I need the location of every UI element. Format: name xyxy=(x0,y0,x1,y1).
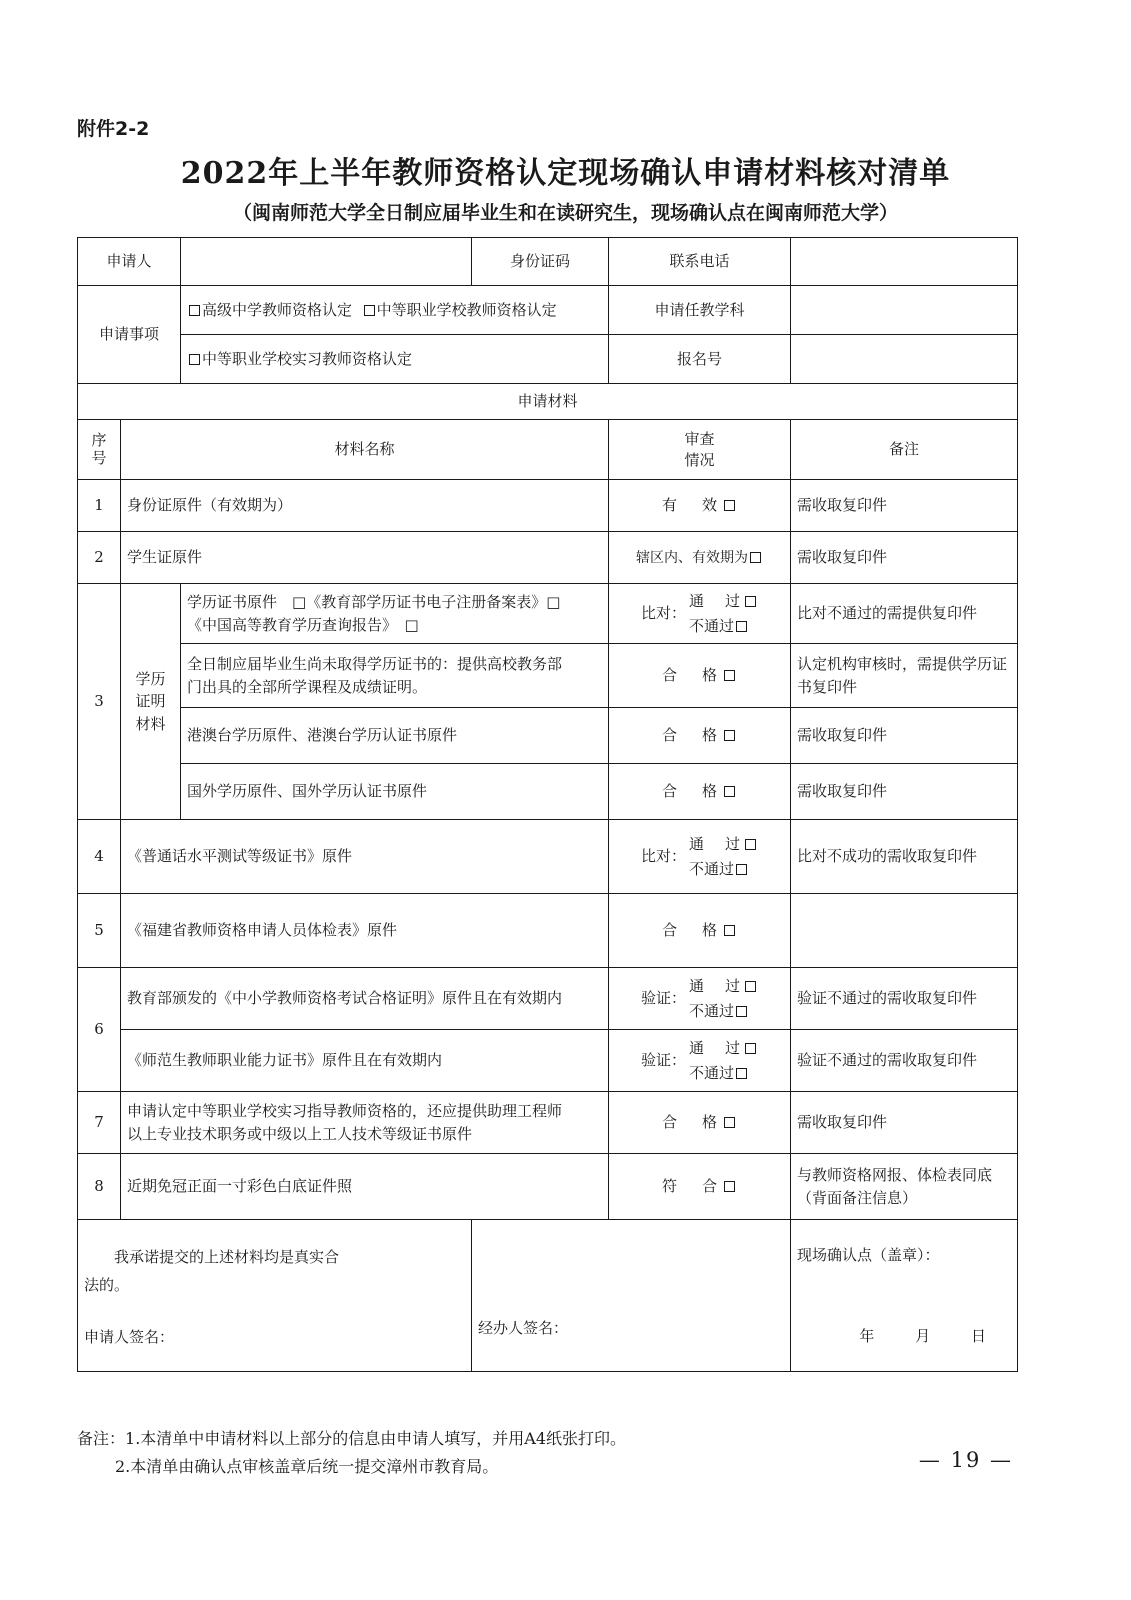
material-line-1: 申请认定中等职业学校实习指导教师资格的，还应提供助理工程师 xyxy=(127,1102,563,1120)
table-row xyxy=(78,532,1018,584)
apply-option-group-2 xyxy=(181,335,609,384)
checkbox-pass[interactable] xyxy=(745,596,756,607)
materials-banner: 申请材料 xyxy=(78,384,1018,420)
row-apply-items-1 xyxy=(78,286,1018,335)
row-seq: 4 xyxy=(78,820,121,894)
review-option-label: 有 效 xyxy=(662,496,723,515)
row-signatures xyxy=(78,1220,1018,1372)
row-material-name: 《师范生教师职业能力证书》原件且在有效期内 xyxy=(121,1030,609,1092)
row-review-status xyxy=(609,532,791,584)
row-remark: 验证不通过的需收取复印件 xyxy=(791,968,1018,1030)
row-materials-banner xyxy=(78,384,1018,420)
review-option-qualified: 合 格 xyxy=(662,782,723,801)
table-row xyxy=(78,894,1018,968)
table-row xyxy=(78,584,1018,644)
checkbox-pass[interactable] xyxy=(745,1043,756,1054)
label-id-card: 身份证码 xyxy=(472,238,609,286)
remark-line-2: 书复印件 xyxy=(797,677,858,696)
row-material-name: 港澳台学历原件、港澳台学历认证书原件 xyxy=(181,708,609,764)
attachment-label: 附件2-2 xyxy=(77,118,150,140)
review-option-conform: 符 合 xyxy=(662,1177,723,1196)
note-line-2 xyxy=(77,1453,626,1481)
review-option-pass: 通 过 xyxy=(689,592,744,610)
review-lead: 验证： xyxy=(641,989,687,1008)
row-material-name xyxy=(181,644,609,708)
row-material-name: 教育部颁发的《中小学教师资格考试合格证明》原件且在有效期内 xyxy=(121,968,609,1030)
remark-line-1: 认定机构审核时，需提供学历证 xyxy=(797,655,1008,673)
row-review-status xyxy=(609,708,791,764)
row-seq: 2 xyxy=(78,532,121,584)
row-group-label xyxy=(121,584,181,820)
applicant-declaration-cell xyxy=(78,1220,472,1372)
applicant-signature-label[interactable]: 申请人签名： xyxy=(84,1327,175,1346)
checkbox-qualified[interactable] xyxy=(724,730,735,741)
checkbox-review-in-district[interactable] xyxy=(750,552,761,563)
review-option-qualified: 合 格 xyxy=(662,921,723,940)
review-option-fail: 不通过 xyxy=(689,859,735,878)
review-option-qualified: 合 格 xyxy=(662,726,723,745)
apply-option-group-1 xyxy=(181,286,609,335)
row-material-name: 《普通话水平测试等级证书》原件 xyxy=(121,820,609,894)
material-line-2: 《中国高等教育学历查询报告》 □ xyxy=(187,615,419,634)
page-subtitle: （闽南师范大学全日制应届毕业生和在读研究生，现场确认点在闽南师范大学） xyxy=(232,202,898,224)
row-remark xyxy=(791,894,1018,968)
checkbox-qualified[interactable] xyxy=(724,1117,735,1128)
table-row xyxy=(78,708,1018,764)
label-phone: 联系电话 xyxy=(609,238,791,286)
material-line-2: 门出具的全部所学课程及成绩证明。 xyxy=(187,677,428,696)
notes-prefix: 备注： xyxy=(77,1429,126,1448)
page-number: — 19 — xyxy=(918,1448,1013,1472)
row-review-status xyxy=(609,1030,791,1092)
remark-line-1: 与教师资格网报、体检表同底 xyxy=(797,1166,993,1184)
row-material-name: 身份证原件（有效期为） xyxy=(121,480,609,532)
row-remark: 需收取复印件 xyxy=(791,1092,1018,1154)
handler-signature-cell xyxy=(472,1220,791,1372)
checkbox-pass[interactable] xyxy=(745,839,756,850)
label-teaching-subject: 申请任教学科 xyxy=(609,286,791,335)
row-remark xyxy=(791,1154,1018,1220)
remark-line-2: （背面备注信息） xyxy=(797,1188,918,1207)
group-label-text: 学历证明材料 xyxy=(135,669,166,733)
review-option-qualified: 合 格 xyxy=(662,666,723,685)
row-review-status xyxy=(609,1154,791,1220)
review-lead: 验证： xyxy=(641,1051,687,1070)
review-option-pass: 通 过 xyxy=(689,1039,744,1057)
row-review-status xyxy=(609,480,791,532)
declaration-line-2: 法的。 xyxy=(84,1276,130,1295)
option-label-vocational-teacher: 中等职业学校教师资格认定 xyxy=(376,300,557,319)
stamp-label: 现场确认点（盖章）： xyxy=(797,1246,940,1264)
handler-signature-label[interactable]: 经办人签名： xyxy=(478,1319,569,1338)
review-option-fail: 不通过 xyxy=(689,1001,735,1020)
checkbox-senior-high-teacher[interactable] xyxy=(189,305,200,316)
review-option-fail: 不通过 xyxy=(689,616,735,635)
date-month-label: 月 xyxy=(915,1326,932,1345)
row-column-headers xyxy=(78,420,1018,480)
row-review-status xyxy=(609,968,791,1030)
confirmation-stamp-cell xyxy=(791,1220,1018,1372)
row-remark: 需收取复印件 xyxy=(791,532,1018,584)
label-registration-number: 报名号 xyxy=(609,335,791,384)
row-remark: 比对不成功的需收取复印件 xyxy=(791,820,1018,894)
review-lead: 比对： xyxy=(641,847,687,866)
review-option-fail: 不通过 xyxy=(689,1063,735,1082)
row-material-name: 近期免冠正面一寸彩色白底证件照 xyxy=(121,1154,609,1220)
row-material-name: 学生证原件 xyxy=(121,532,609,584)
material-line-1: 全日制应届毕业生尚未取得学历证书的：提供高校教务部 xyxy=(187,655,563,673)
review-lead: 比对： xyxy=(641,604,687,623)
checkbox-fail[interactable] xyxy=(736,1006,747,1017)
note-1-text: 1.本清单中申请材料以上部分的信息由申请人填写，并用A4纸张打印。 xyxy=(125,1429,627,1448)
checkbox-qualified[interactable] xyxy=(724,925,735,936)
declaration-line-1: 我承诺提交的上述材料均是真实合 xyxy=(114,1247,340,1266)
checkbox-vocational-teacher[interactable] xyxy=(364,305,375,316)
row-seq: 7 xyxy=(78,1092,121,1154)
field-teaching-subject[interactable] xyxy=(791,286,1018,335)
main-form xyxy=(77,237,1018,1372)
row-seq: 6 xyxy=(78,968,121,1092)
checkbox-pass[interactable] xyxy=(745,981,756,992)
material-line-2: 以上专业技术职务或中级以上工人技术等级证书原件 xyxy=(127,1124,473,1143)
row-remark: 需收取复印件 xyxy=(791,480,1018,532)
table-row xyxy=(78,968,1018,1030)
date-line[interactable] xyxy=(797,1325,1011,1348)
row-material-name xyxy=(121,1092,609,1154)
col-header-seq: 序 号 xyxy=(78,420,121,480)
field-applicant[interactable] xyxy=(181,238,472,286)
checkbox-fail[interactable] xyxy=(736,864,747,875)
row-material-name: 国外学历原件、国外学历认证书原件 xyxy=(181,764,609,820)
table-row xyxy=(78,1092,1018,1154)
checkbox-vocational-internship-teacher[interactable] xyxy=(189,354,200,365)
row-seq: 5 xyxy=(78,894,121,968)
footer-notes xyxy=(77,1425,626,1481)
label-applicant: 申请人 xyxy=(78,238,181,286)
col-header-review: 审查 情况 xyxy=(609,420,791,480)
date-day-label: 日 xyxy=(971,1326,988,1345)
row-review-status xyxy=(609,764,791,820)
row-remark xyxy=(791,644,1018,708)
row-review-status xyxy=(609,1092,791,1154)
page-title: 2022年上半年教师资格认定现场确认申请材料核对清单 xyxy=(180,156,951,191)
row-review-status xyxy=(609,644,791,708)
row-seq: 8 xyxy=(78,1154,121,1220)
row-basic-info xyxy=(78,238,1018,286)
checkbox-fail[interactable] xyxy=(736,621,747,632)
review-option-pass: 通 过 xyxy=(689,835,744,853)
label-apply-items: 申请事项 xyxy=(78,286,181,384)
row-apply-items-2 xyxy=(78,335,1018,384)
row-remark: 需收取复印件 xyxy=(791,764,1018,820)
row-seq: 1 xyxy=(78,480,121,532)
review-option-qualified: 合 格 xyxy=(662,1113,723,1132)
row-seq: 3 xyxy=(78,584,121,820)
table-row xyxy=(78,1154,1018,1220)
table-row xyxy=(78,1030,1018,1092)
row-review-status xyxy=(609,894,791,968)
table-row xyxy=(78,764,1018,820)
checkbox-fail[interactable] xyxy=(736,1068,747,1079)
review-option-label: 辖区内、有效期为 xyxy=(636,550,749,566)
material-line-1: 学历证书原件 □《教育部学历证书电子注册备案表》□ xyxy=(187,593,561,611)
row-material-name xyxy=(181,584,609,644)
checkbox-review-valid[interactable] xyxy=(724,500,735,511)
row-remark: 需收取复印件 xyxy=(791,708,1018,764)
row-material-name: 《福建省教师资格申请人员体检表》原件 xyxy=(121,894,609,968)
option-label-vocational-internship-teacher: 中等职业学校实习教师资格认定 xyxy=(202,349,413,368)
review-option-pass: 通 过 xyxy=(689,977,744,995)
checkbox-qualified[interactable] xyxy=(724,670,735,681)
option-label-senior-high-teacher: 高级中学教师资格认定 xyxy=(202,300,353,319)
table-row xyxy=(78,480,1018,532)
row-remark: 验证不通过的需收取复印件 xyxy=(791,1030,1018,1092)
checkbox-qualified[interactable] xyxy=(724,786,735,797)
row-review-status xyxy=(609,584,791,644)
row-remark: 比对不通过的需提供复印件 xyxy=(791,584,1018,644)
row-review-status xyxy=(609,820,791,894)
col-header-material-name: 材料名称 xyxy=(121,420,609,480)
date-year-label: 年 xyxy=(859,1326,876,1345)
checkbox-conform[interactable] xyxy=(724,1181,735,1192)
note-2-text: 2.本清单由确认点审核盖章后统一提交漳州市教育局。 xyxy=(115,1457,499,1476)
field-phone[interactable] xyxy=(791,238,1018,286)
field-registration-number[interactable] xyxy=(791,335,1018,384)
col-header-remark: 备注 xyxy=(791,420,1018,480)
table-row xyxy=(78,820,1018,894)
table-row xyxy=(78,644,1018,708)
note-line-1 xyxy=(77,1425,626,1453)
